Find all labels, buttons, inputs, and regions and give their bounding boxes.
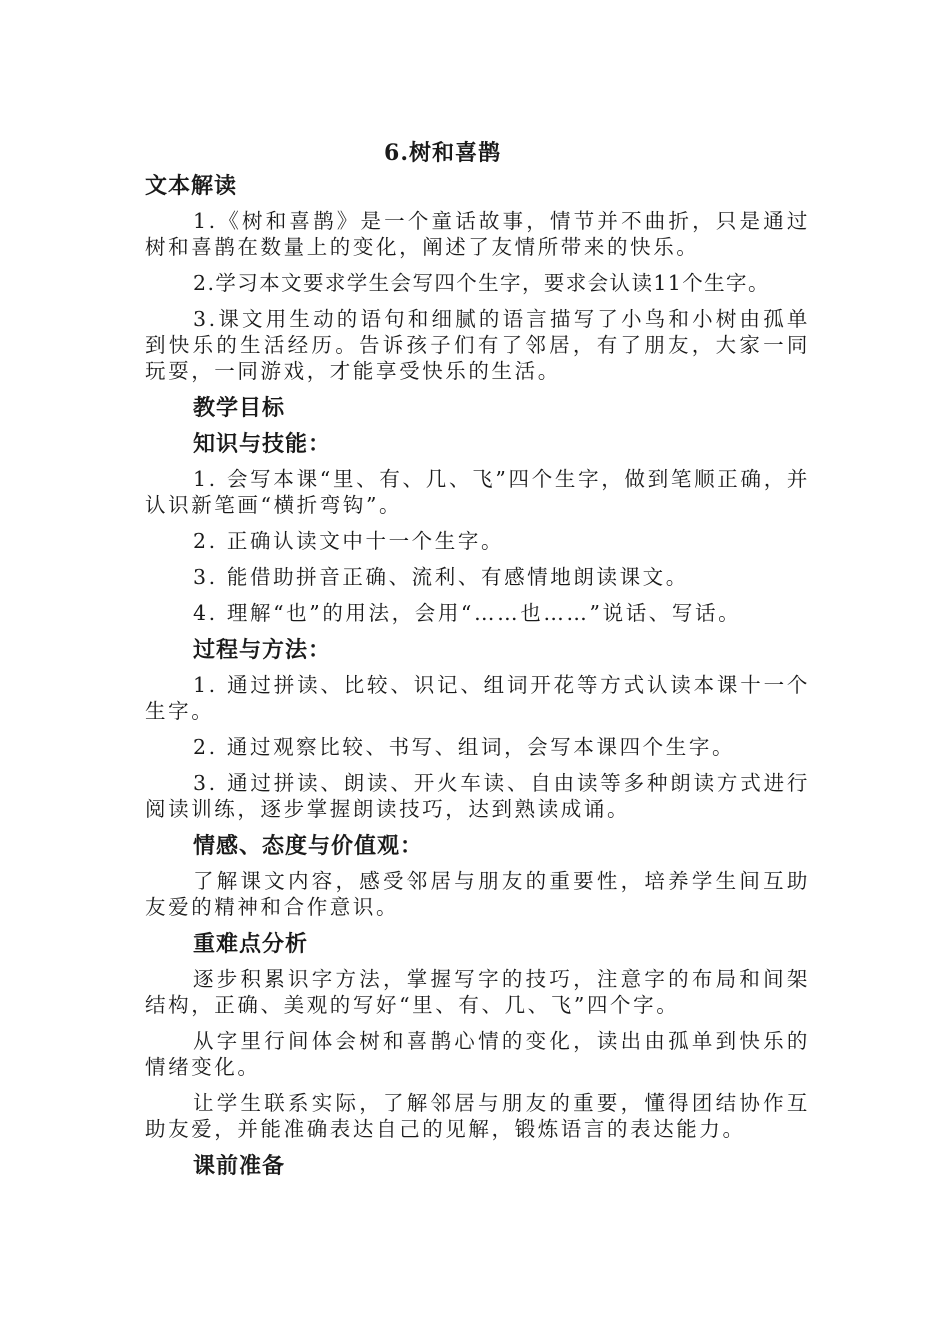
section-heading-preparation: 课前准备	[193, 1153, 286, 1179]
document-title: 6.树和喜鹊	[384, 140, 501, 166]
section-heading-key-points: 重难点分析	[193, 931, 309, 957]
section-heading-knowledge-skills: 知识与技能：	[193, 431, 332, 457]
paragraph: 让学生联系实际，了解邻居与朋友的重要，懂得团结协作互助友爱，并能准确表达自己的见解，锻炼语言的表达能力。	[145, 1091, 810, 1141]
section-heading-teaching-goals: 教学目标	[193, 395, 286, 421]
paragraph: 1.《树和喜鹊》是一个童话故事，情节并不曲折，只是通过树和喜鹊在数量上的变化，阐述了友情所带来的快乐。	[145, 209, 810, 259]
paragraph: 2. 正确认读文中十一个生字。	[193, 529, 505, 553]
paragraph: 逐步积累识字方法，掌握写字的技巧，注意字的布局和间架结构，正确、美观的写好“里、有、几、飞”四个字。	[145, 967, 810, 1017]
paragraph: 了解课文内容，感受邻居与朋友的重要性，培养学生间互助友爱的精神和合作意识。	[145, 869, 810, 919]
paragraph: 1. 通过拼读、比较、识记、组词开花等方式认读本课十一个生字。	[145, 673, 810, 723]
paragraph: 3. 能借助拼音正确、流利、有感情地朗读课文。	[193, 565, 689, 589]
paragraph: 4. 理解“也”的用法，会用“……也……”说话、写话。	[193, 601, 742, 625]
paragraph: 2.学习本文要求学生会写四个生字，要求会认读11个生字。	[193, 271, 770, 295]
section-heading-process-methods: 过程与方法：	[193, 637, 332, 663]
paragraph: 1. 会写本课“里、有、几、飞”四个生字，做到笔顺正确，并认识新笔画“横折弯钩”。	[145, 467, 810, 517]
document-body	[145, 172, 810, 1188]
section-heading-emotion-values: 情感、态度与价值观：	[193, 833, 424, 859]
section-heading-text-reading: 文本解读	[145, 173, 238, 199]
paragraph: 2. 通过观察比较、书写、组词，会写本课四个生字。	[193, 735, 736, 759]
paragraph: 3.课文用生动的语句和细腻的语言描写了小鸟和小树由孤单到快乐的生活经历。告诉孩子们有了邻居，有了朋友，大家一同玩耍，一同游戏，才能享受快乐的生活。	[145, 307, 810, 383]
paragraph: 3. 通过拼读、朗读、开火车读、自由读等多种朗读方式进行阅读训练，逐步掌握朗读技巧，达到熟读成诵。	[145, 771, 810, 821]
paragraph: 从字里行间体会树和喜鹊心情的变化，读出由孤单到快乐的情绪变化。	[145, 1029, 810, 1079]
